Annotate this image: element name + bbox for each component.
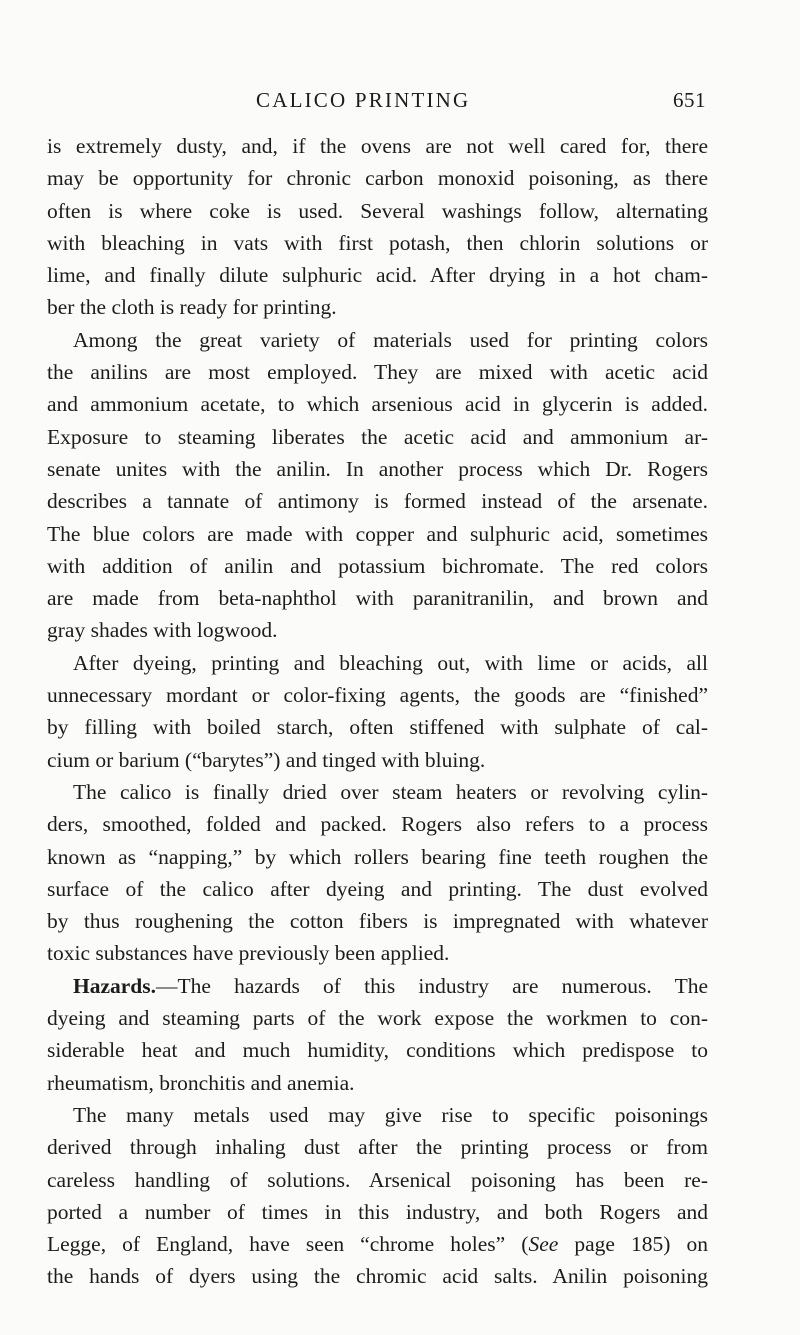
text-line: and ammonium acetate, to which arsenious acid in glycerin is added.: [47, 392, 708, 417]
text-line: dyeing and steaming parts of the work expose the workmen to con-: [47, 1006, 708, 1031]
text-line: derived through inhaling dust after the printing process or from: [47, 1135, 708, 1160]
text-line: surface of the calico after dyeing and printing. The dust evolved: [47, 876, 708, 901]
text-line: are made from beta-naphthol with paranitranilin, and brown and: [47, 586, 708, 611]
text-line: senate unites with the anilin. In another process which Dr. Rogers: [47, 456, 708, 481]
text-line: ders, smoothed, folded and packed. Rogers also refers to a process: [47, 812, 708, 837]
text-line: describes a tannate of antimony is formed instead of the arsenate.: [47, 489, 708, 514]
text-line: known as “napping,” by which rollers bearing fine teeth roughen the: [47, 844, 708, 869]
text-line: unnecessary mordant or color-fixing agents, the goods are “finished”: [47, 683, 708, 708]
text-line: lime, and finally dilute sulphuric acid. After drying in a hot cham-: [47, 263, 708, 288]
text-line: with bleaching in vats with first potash, then chlorin solutions or: [47, 230, 708, 255]
text-line: the hands of dyers using the chromic acid salts. Anilin poisoning: [47, 1264, 708, 1289]
legge-line: [47, 1228, 708, 1260]
text-line: is extremely dusty, and, if the ovens are not well cared for, there: [47, 134, 708, 158]
body-text: [47, 130, 708, 1293]
text-line: often is where coke is used. Several washings follow, alternating: [47, 198, 708, 223]
text-line: siderable heat and much humidity, conditions which predispose to: [47, 1038, 708, 1063]
legge-line-after: page 185) on: [558, 1232, 708, 1257]
hazards-first-line: [47, 970, 708, 1002]
text-line: by thus roughening the cotton fibers is impregnated with whatever: [47, 909, 708, 934]
text-line: gray shades with logwood.: [47, 618, 278, 643]
text-line: by filling with boiled starch, often stiffened with sulphate of cal-: [47, 715, 708, 740]
text-line: toxic substances have previously been applied.: [47, 941, 450, 966]
text-line: rheumatism, bronchitis and anemia.: [47, 1070, 355, 1095]
hazards-first-line-text: —The hazards of this industry are numerous. The: [156, 973, 708, 998]
legge-line-before: Legge, of England, have seen “chrome holes” (: [47, 1232, 529, 1257]
text-line: cium or barium (“barytes”) and tinged with bluing.: [47, 747, 486, 772]
text-line: with addition of anilin and potassium bichromate. The red colors: [47, 553, 708, 578]
text-line: After dyeing, printing and bleaching out, with lime or acids, all: [73, 650, 708, 675]
text-line: Exposure to steaming liberates the acetic acid and ammonium ar-: [47, 424, 708, 449]
see-reference: See: [528, 1232, 559, 1257]
text-line: Among the great variety of materials used for printing colors: [73, 327, 708, 352]
running-title: CALICO PRINTING: [256, 88, 471, 112]
running-head: [0, 88, 800, 118]
text-line: the anilins are most employed. They are mixed with acetic acid: [47, 360, 708, 385]
text-line: ber the cloth is ready for printing.: [47, 295, 337, 320]
text-line: The blue colors are made with copper and sulphuric acid, sometimes: [47, 521, 708, 546]
page-number: 651: [673, 88, 706, 112]
text-line: ported a number of times in this industry, and both Rogers and: [47, 1199, 708, 1224]
hazards-heading: Hazards.: [73, 973, 157, 998]
text-line: may be opportunity for chronic carbon monoxid poisoning, as there: [47, 166, 708, 191]
text-line: The many metals used may give rise to specific poisonings: [73, 1102, 708, 1127]
text-line: careless handling of solutions. Arsenical poisoning has been re-: [47, 1167, 708, 1192]
text-line: The calico is finally dried over steam heaters or revolving cylin-: [73, 779, 708, 804]
